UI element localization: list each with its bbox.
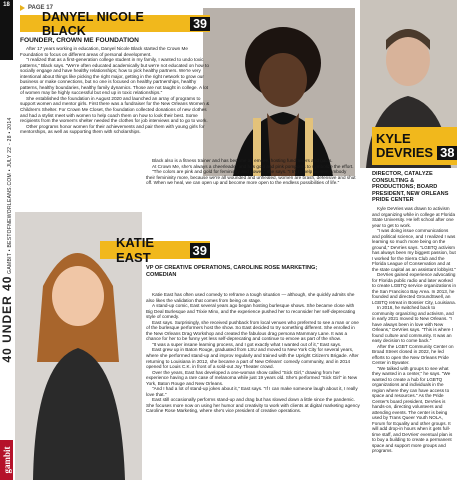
masthead-line: GAMBIT • BESTOFNEWORLEANS.COM • JULY 22 - 28 • 2014 xyxy=(6,117,13,274)
section-brand: 40 UNDER 40 xyxy=(0,275,14,363)
gambit-logo: gambit xyxy=(1,446,12,474)
paragraph: After the LGBT Community Center on Broad Street closed in 2022, he led efforts to open the New Orleans Pride Center in Bywater. xyxy=(372,343,454,365)
paragraph: Other programs honor women for their achievements and pair them with young girls for mentorships, as well as supporting them with scholarships. xyxy=(20,123,205,135)
paragraph: Black also is a fitness trainer and has become an emcee, hosting fundraisers and galas. xyxy=(152,158,333,163)
paragraph: Katie East has often used comedy to reframe a tough situation — although, she quickly admits she also likes the validation that comes from being on stage. xyxy=(146,292,355,303)
katie-name-bar xyxy=(100,235,210,265)
katie-story xyxy=(146,292,361,414)
paragraph: DeVries gained experience advocating for Florida public radio and later worked to create LGBTQ service organizations in the San Francisco Bay Area. In 2013, he founded and directed GroundSwell, an LGBTQ retreat in Bossier City, Louisiana. xyxy=(372,272,457,305)
katie-age: 39 xyxy=(190,243,210,258)
danyel-age: 39 xyxy=(190,17,210,31)
danyel-story-col2 xyxy=(146,158,356,186)
danyel-portrait xyxy=(203,8,355,176)
danyel-portrait-illustration xyxy=(203,8,355,176)
paragraph: East still occasionally performs stand-up and drag but has slowed down a little since the pandemic. She focuses more now on using her humor and creativity to work with clients at digital marketing agency Caroline Rose Marketing, where she's vice president of creative operations. xyxy=(146,397,360,414)
kyle-role: DIRECTOR, CATALYZE CONSULTING & PRODUCTIONS; BOARD PRESIDENT, NEW ORLEANS PRIDE CENTER xyxy=(372,171,449,204)
danyel-name-bar xyxy=(20,9,210,38)
paragraph: "It was a super insane learning process, and I got exactly what I wanted out of it," East says. xyxy=(152,341,342,347)
paragraph: East grew up in Baton Rouge, graduated from LSU and moved to New York City for several years, where she performed stand-up and improv regularly and trained with the Upright Citizen's Brigade. After returning to Louisiana in 2012, she became a part of New Orleans' comedy community, and in 2014 opened for Louis C.K. in front of a sold-out Joy Theater crowd. xyxy=(146,347,359,370)
kyle-story xyxy=(372,206,456,454)
paragraph: In 2016, he switched back to community organizing and activism, and in early 2021 moved to New Orleans. "I have always been in love with New Orleans," DeVries says. "This is where I found culture and community. It was an easy decision to come back." xyxy=(372,305,454,343)
paragraph: A stand-up comic, East several years ago began hosting burlesque shows. She became close with Big Deal Burlesque and Trixie Minx, and the experience pushed her to reconsider her self-deprecating style of comedy. xyxy=(146,303,356,320)
danyel-role: FOUNDER, CROWN ME FOUNDATION xyxy=(20,37,139,44)
paragraph: Kyle DeVries was drawn to activism and organizing while in college at Florida State University. He left school after one year to get to work. xyxy=(372,206,455,228)
danyel-name: DANYEL NICOLE BLACK xyxy=(42,9,144,38)
kyle-name-last: DEVRIES xyxy=(376,145,434,160)
kyle-name-bar xyxy=(372,127,457,165)
paragraph: "We talked with groups to see what they wanted in a center," he says. "We wanted to create a hub for LGBTQ organizations and individuals in the region where they can have access to space and resources." As the Pride Center's board president, DeVries is hands-on, directing volunteers and attending events. The center is being used by Trans Queer Youth NOLA, Forum for Equality and other groups. It will add drop-in hours when it gets full-time staff, and DeVries' eventual plan is to buy a building to create a permanent space and support more groups and programs. xyxy=(372,365,453,453)
katie-role-line1: VP OF CREATIVE OPERATIONS, CAROLINE ROSE MARKETING; xyxy=(146,265,318,271)
page-ref-label: PAGE 17 xyxy=(28,5,53,11)
paragraph: After 17 years working in education, Danyel Nicole Black started the Crown Me Foundation to focus on different areas of personal development. xyxy=(20,46,188,57)
katie-role-line2: COMEDIAN xyxy=(146,271,177,278)
paragraph: She established the foundation in August 2020 and launched an array of programs to support women and mentor girls. First there was a fundraiser for the New Orleans Women & Children's Shelter. For Crown Me Closet, the foundation collected donations of new clothes and had a stylist meet with women to help coach them on how to look their best. Some recipients from the women's shelter needed the clothes for job interviews and to go to work. xyxy=(20,95,210,124)
danyel-story-col1 xyxy=(20,46,210,135)
katie-name: KATIE EAST xyxy=(116,235,155,265)
paragraph: "And I had a lot of stand-up jokes about it," East says. "If I can make someone laugh about it, I really love that." xyxy=(146,386,358,397)
page-number: 18 xyxy=(3,2,10,8)
katie-role xyxy=(146,265,361,278)
paragraph: "I realized that as a first-generation college student in my family, I wanted to undo toxic patterns," Black says. "We're often educated academically but we're not educated on how to socially engage and have healthy relationships; how to pick healthy partners. We're very intentional about things like picking the right major, getting in the right network to grow our business or make connections, but no one is focused on healthy partnerships, healthy patterns, healthy boundaries, healthy family dynamics. Those are not taught in college. A lot of women may be highly successful but end up in toxic relationships." xyxy=(20,57,209,96)
paragraph: "I was doing issue communications and political science, and I realized I was learning so much more being on the ground," DeVries says. "LGBTQ activism has always been my biggest passion, but I worked for the Sierra Club and the Florida League of Conservation and at the state capital as an assistant lobbyist." xyxy=(372,228,456,272)
paragraph: Over the years, East has developed a one-woman show called "Sick Girl," drawing from her experience having a rare case of melanoma while just 19 years old. She's performed "Sick Girl" in New York, Baton Rouge and New Orleans. xyxy=(146,369,358,386)
masthead-text xyxy=(0,30,14,450)
kyle-age: 38 xyxy=(437,146,457,160)
paragraph: East says. Surprisingly, she received pushback from local venues who preferred to see a man or one of the burlesque performers host the show. So East decided to try something different. She enrolled in the New Orleans Drag Workshop and created the fabulous drag persona Mammary Lane. It was a chance for her to be funny yet less self-deprecating and continue to emcee as part of the show. xyxy=(146,319,359,342)
kyle-name-first: KYLE xyxy=(376,131,411,146)
paragraph: At Crown Me, she's always a cheerleader and has gold and pink pompoms to symbolize the effort. xyxy=(152,163,354,169)
paragraph: "The colors are pink and gold for femininity and power," she says. "I try to help women embody their femininity more, because we're all wounded and unhealed, women are brash, defensive and shut off. When we heal, we can open up and become more open to the endless possibilities of life." xyxy=(146,169,356,186)
play-arrow-icon xyxy=(20,5,25,11)
